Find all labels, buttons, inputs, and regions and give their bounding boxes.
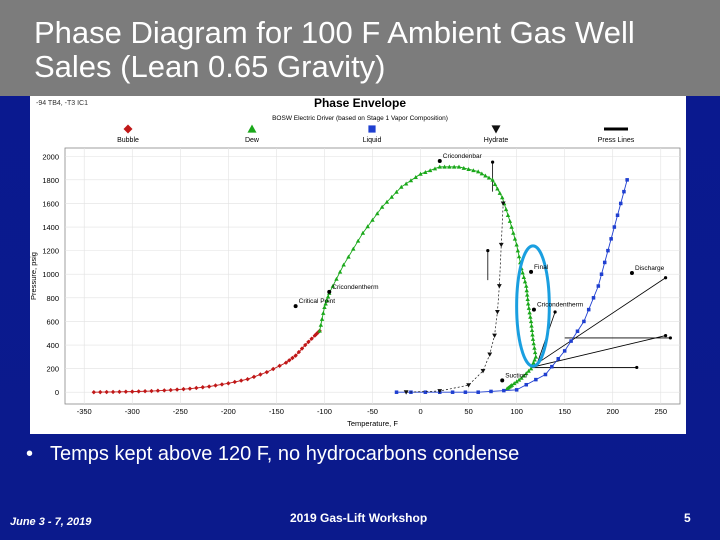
liquid-point bbox=[476, 390, 480, 394]
liquid-point bbox=[587, 308, 591, 312]
legend-marker-liquid bbox=[368, 125, 375, 132]
liquid-point bbox=[606, 249, 610, 253]
liquid-point bbox=[563, 349, 567, 353]
liquid-point bbox=[582, 320, 586, 324]
x-tick-label: -300 bbox=[124, 407, 140, 416]
y-tick-label: 1800 bbox=[42, 175, 59, 185]
annotation-label: Cricondenbar bbox=[442, 152, 482, 160]
annotation-marker bbox=[438, 159, 442, 163]
liquid-point bbox=[619, 202, 623, 206]
annotation-label: Critical Point bbox=[298, 298, 336, 306]
press-line-endpoint bbox=[669, 336, 672, 339]
liquid-point bbox=[625, 178, 629, 182]
liquid-point bbox=[597, 284, 601, 288]
chart-subtitle: BOSW Electric Driver (based on Stage 1 Vapor Composition) bbox=[272, 115, 448, 122]
press-line-endpoint bbox=[664, 334, 667, 337]
footer-date: June 3 - 7, 2019 bbox=[10, 516, 92, 528]
liquid-point bbox=[489, 390, 493, 394]
x-tick-label: -250 bbox=[172, 407, 188, 416]
legend-label-bubble: Bubble bbox=[117, 137, 139, 144]
title-bar bbox=[0, 0, 720, 96]
annotation-marker bbox=[532, 308, 536, 312]
page-number: 5 bbox=[684, 511, 691, 525]
press-line-endpoint bbox=[635, 366, 638, 369]
liquid-point bbox=[424, 390, 428, 394]
y-tick-label: 0 bbox=[54, 388, 59, 398]
x-axis-label: Temperature, F bbox=[347, 419, 398, 428]
liquid-point bbox=[464, 390, 468, 394]
y-tick-label: 1400 bbox=[42, 223, 59, 233]
annotation-marker bbox=[500, 378, 504, 382]
x-tick-label: -200 bbox=[220, 407, 236, 416]
liquid-point bbox=[616, 213, 620, 217]
y-tick-label: 400 bbox=[46, 341, 59, 351]
liquid-point bbox=[557, 357, 561, 361]
chart-corner-label: -94 TB4, -T3 IC1 bbox=[36, 100, 89, 107]
annotation-label: Cricondentherm bbox=[332, 283, 379, 291]
x-tick-label: -150 bbox=[268, 407, 284, 416]
liquid-point bbox=[550, 365, 554, 369]
legend-label-hydrate: Hydrate bbox=[483, 137, 509, 144]
y-tick-label: 800 bbox=[46, 293, 59, 303]
slide-title: Phase Diagram for 100 F Ambient Gas Well Sales (Lean 0.65 Gravity) bbox=[34, 15, 635, 84]
liquid-point bbox=[609, 237, 613, 241]
x-tick-label: 50 bbox=[464, 407, 473, 416]
y-tick-label: 2000 bbox=[42, 152, 59, 162]
x-tick-label: 200 bbox=[606, 407, 619, 416]
chart-title: Phase Envelope bbox=[313, 96, 407, 110]
legend-label-liquid: Liquid bbox=[362, 137, 382, 144]
legend-marker-dew bbox=[248, 125, 257, 133]
liquid-point bbox=[592, 296, 596, 300]
legend-marker-bubble bbox=[124, 125, 133, 134]
y-tick-label: 600 bbox=[46, 317, 59, 327]
bullet-dot: • bbox=[26, 443, 34, 465]
liquid-point bbox=[603, 261, 607, 265]
liquid-point bbox=[613, 225, 617, 229]
liquid-point bbox=[524, 383, 528, 387]
annotation-marker bbox=[294, 304, 298, 308]
liquid-point bbox=[544, 373, 548, 377]
annotation-label: Final bbox=[534, 263, 549, 271]
annotation-marker bbox=[327, 290, 331, 294]
x-tick-label: 250 bbox=[654, 407, 668, 416]
liquid-point bbox=[515, 388, 519, 392]
liquid-point bbox=[600, 272, 604, 276]
legend-marker-hydrate bbox=[492, 125, 501, 133]
phase-envelope-svg bbox=[30, 96, 686, 434]
press-line-endpoint bbox=[486, 249, 489, 252]
x-tick-label: -350 bbox=[76, 407, 92, 416]
y-axis-label: Pressure, psig bbox=[29, 252, 38, 300]
liquid-point bbox=[534, 378, 538, 382]
phase-envelope-chart bbox=[30, 96, 686, 434]
x-tick-label: 150 bbox=[558, 407, 571, 416]
x-tick-label: 100 bbox=[510, 407, 523, 416]
liquid-point bbox=[576, 329, 580, 333]
press-line-endpoint bbox=[664, 276, 667, 279]
bullet-point bbox=[26, 440, 706, 468]
footer-workshop: 2019 Gas-Lift Workshop bbox=[290, 511, 428, 525]
legend-label-dew: Dew bbox=[244, 137, 260, 144]
y-tick-label: 1200 bbox=[42, 246, 59, 256]
x-tick-label: -50 bbox=[367, 407, 378, 416]
liquid-point bbox=[502, 389, 506, 393]
annotation-label: Discharge bbox=[634, 265, 665, 273]
bullet-text: Temps kept above 120 F, no hydrocarbons condense bbox=[50, 443, 520, 465]
liquid-point bbox=[451, 390, 455, 394]
y-tick-label: 200 bbox=[46, 364, 59, 374]
liquid-point bbox=[395, 390, 399, 394]
x-tick-label: 0 bbox=[418, 407, 423, 416]
y-tick-label: 1000 bbox=[42, 270, 59, 280]
annotation-marker bbox=[529, 270, 533, 274]
press-line-endpoint bbox=[553, 310, 556, 313]
liquid-point bbox=[569, 339, 573, 343]
liquid-point bbox=[622, 190, 626, 194]
annotation-marker bbox=[630, 271, 634, 275]
legend-label-press-lines: Press Lines bbox=[597, 137, 635, 144]
annotation-label: Suction bbox=[505, 372, 527, 380]
y-tick-label: 1600 bbox=[42, 199, 59, 209]
annotation-label: Cricondentherm bbox=[536, 301, 584, 309]
x-tick-label: -100 bbox=[316, 407, 332, 416]
press-line-endpoint bbox=[491, 161, 494, 164]
